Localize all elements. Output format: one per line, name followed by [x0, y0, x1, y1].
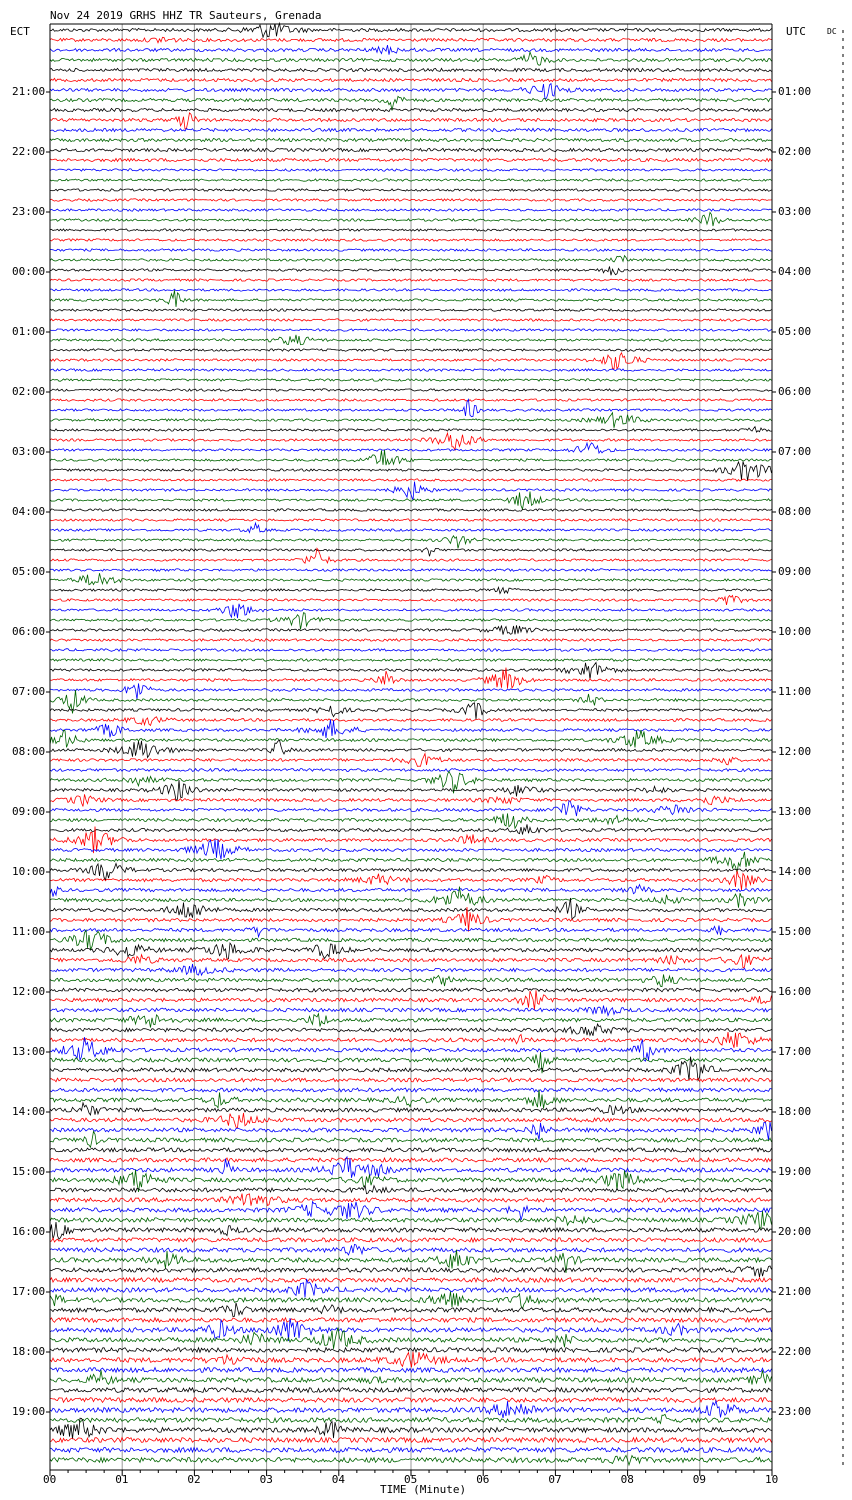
x-tick-label: 08: [620, 1473, 634, 1486]
left-hour-label: 05:00: [12, 565, 46, 578]
left-hour-label: 06:00: [12, 625, 46, 638]
left-hour-label: 21:00: [12, 85, 46, 98]
left-hour-label: 01:00: [12, 325, 46, 338]
x-tick-label: 07: [548, 1473, 562, 1486]
right-hour-label: 14:00: [778, 865, 812, 878]
x-axis-label: TIME (Minute): [380, 1483, 467, 1496]
right-hour-label: 07:00: [778, 445, 812, 458]
x-tick-label: 03: [259, 1473, 273, 1486]
x-tick-label: 06: [476, 1473, 490, 1486]
right-hour-label: 18:00: [778, 1105, 812, 1118]
right-timezone-label: UTC: [786, 25, 806, 38]
right-hour-label: 17:00: [778, 1045, 812, 1058]
left-hour-label: 12:00: [12, 985, 46, 998]
dc-label: DC: [827, 27, 837, 36]
left-hour-label: 09:00: [12, 805, 46, 818]
left-hour-label: 19:00: [12, 1405, 46, 1418]
left-hour-label: 22:00: [12, 145, 46, 158]
right-hour-label: 13:00: [778, 805, 812, 818]
right-hour-label: 02:00: [778, 145, 812, 158]
x-tick-label: 10: [765, 1473, 779, 1486]
right-hour-label: 05:00: [778, 325, 812, 338]
right-hour-label: 12:00: [778, 745, 812, 758]
left-hour-label: 16:00: [12, 1225, 46, 1238]
left-hour-label: 13:00: [12, 1045, 46, 1058]
left-hour-label: 11:00: [12, 925, 46, 938]
left-hour-label: 07:00: [12, 685, 46, 698]
x-tick-label: 01: [115, 1473, 129, 1486]
right-hour-label: 06:00: [778, 385, 812, 398]
right-hour-label: 01:00: [778, 85, 812, 98]
x-tick-label: 02: [187, 1473, 201, 1486]
right-hour-label: 11:00: [778, 685, 812, 698]
x-tick-label: 05: [404, 1473, 418, 1486]
x-tick-label: 09: [692, 1473, 707, 1486]
left-hour-label: 04:00: [12, 505, 46, 518]
left-hour-label: 10:00: [12, 865, 46, 878]
left-hour-label: 18:00: [12, 1345, 46, 1358]
left-hour-label: 15:00: [12, 1165, 46, 1178]
right-hour-label: 15:00: [778, 925, 812, 938]
left-timezone-label: ECT: [10, 25, 30, 38]
left-hour-label: 23:00: [12, 205, 46, 218]
chart-title: Nov 24 2019 GRHS HHZ TR Sauteurs, Grenada: [50, 9, 322, 22]
right-hour-label: 03:00: [778, 205, 812, 218]
right-hour-label: 23:00: [778, 1405, 812, 1418]
right-hour-label: 16:00: [778, 985, 812, 998]
x-tick-label: 04: [331, 1473, 346, 1486]
left-hour-label: 14:00: [12, 1105, 46, 1118]
right-hour-label: 21:00: [778, 1285, 812, 1298]
left-hour-label: 03:00: [12, 445, 46, 458]
x-tick-label: 00: [43, 1473, 57, 1486]
right-hour-label: 10:00: [778, 625, 812, 638]
left-hour-label: 02:00: [12, 385, 46, 398]
right-hour-label: 04:00: [778, 265, 812, 278]
right-hour-label: 19:00: [778, 1165, 812, 1178]
right-hour-label: 22:00: [778, 1345, 812, 1358]
left-hour-label: 17:00: [12, 1285, 46, 1298]
left-hour-label: 08:00: [12, 745, 46, 758]
left-hour-label: 00:00: [12, 265, 46, 278]
right-hour-label: 08:00: [778, 505, 812, 518]
right-hour-label: 20:00: [778, 1225, 812, 1238]
right-hour-label: 09:00: [778, 565, 812, 578]
